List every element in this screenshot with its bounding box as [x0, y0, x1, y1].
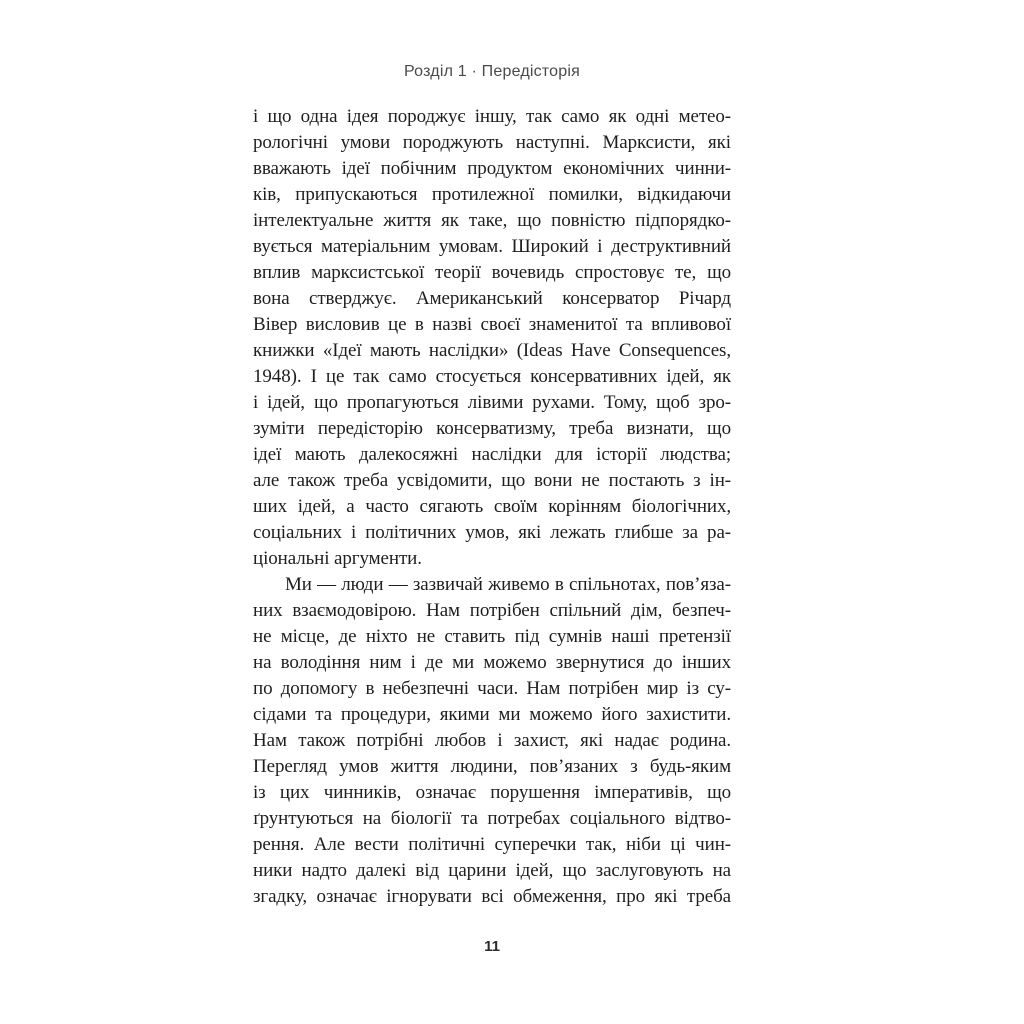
text-line: 1948). І це так само стосується консервативних ідей, як [253, 366, 731, 387]
text-line: ники надто далекі від царини ідей, що заслуговують на [253, 860, 731, 881]
text-line: із цих чинників, означає порушення імперативів, що [253, 782, 731, 803]
text-line: вується матеріальним умовам. Широкий і деструктивний [253, 236, 731, 257]
text-line: рення. Але вести політичні суперечки так, ніби ці чин- [253, 834, 731, 855]
text-line: зуміти передісторію консерватизму, треба визнати, що [253, 418, 731, 439]
text-line: ціональні аргументи. [253, 548, 422, 569]
text-line: згадку, означає ігнорувати всі обмеження, про які треба [253, 886, 731, 907]
text-line: вважають ідеї побічним продуктом економічних чинни- [253, 158, 731, 179]
running-header: Розділ 1 · Передісторія [404, 63, 580, 80]
text-line: Перегляд умов життя людини, пов’язаних з будь-яким [253, 756, 731, 777]
text-line: ідеї мають далекосяжні наслідки для історії людства; [253, 444, 731, 465]
text-line: ків, припускаються протилежної помилки, відкидаючи [253, 184, 731, 205]
text-line: вплив марксистської теорії вочевидь спростовує те, що [253, 262, 731, 283]
text-line: рологічні умови породжують наступні. Марксисти, які [253, 132, 731, 153]
text-line: Ми — люди — зазвичай живемо в спільнотах, пов’яза- [285, 574, 731, 595]
text-line: Нам також потрібні любов і захист, які надає родина. [253, 730, 731, 751]
text-line: і що одна ідея породжує іншу, так само як одні метео- [253, 106, 731, 127]
text-line: на володіння ним і де ми можемо звернутися до інших [253, 652, 731, 673]
text-line: них взаємодовірою. Нам потрібен спільний дім, безпеч- [253, 600, 731, 621]
text-line: вона стверджує. Американський консерватор Річард [253, 288, 731, 309]
text-line: і ідей, що пропагуються лівими рухами. Тому, щоб зро- [253, 392, 731, 413]
body-text [253, 104, 731, 910]
text-line: соціальних і політичних умов, які лежать глибше за ра- [253, 522, 731, 543]
text-line: але також треба усвідомити, що вони не постають з ін- [253, 470, 731, 491]
text-line: не місце, де ніхто не ставить під сумнів наші претензії [253, 626, 731, 647]
text-line: ґрунтуються на біології та потребах соціального відтво- [253, 808, 731, 829]
page-number: 11 [484, 938, 500, 955]
text-line: по допомогу в небезпечні часи. Нам потрібен мир із су- [253, 678, 731, 699]
text-line: книжки «Ідеї мають наслідки» (Ideas Have Consequences, [253, 340, 731, 361]
text-line: сідами та процедури, якими ми можемо його захистити. [253, 704, 731, 725]
text-line: Вівер висловив це в назві своєї знаменитої та впливової [253, 314, 731, 335]
text-line: ших ідей, а часто сягають своїм корінням біологічних, [253, 496, 731, 517]
text-line: інтелектуальне життя як таке, що повністю підпорядко- [253, 210, 731, 231]
